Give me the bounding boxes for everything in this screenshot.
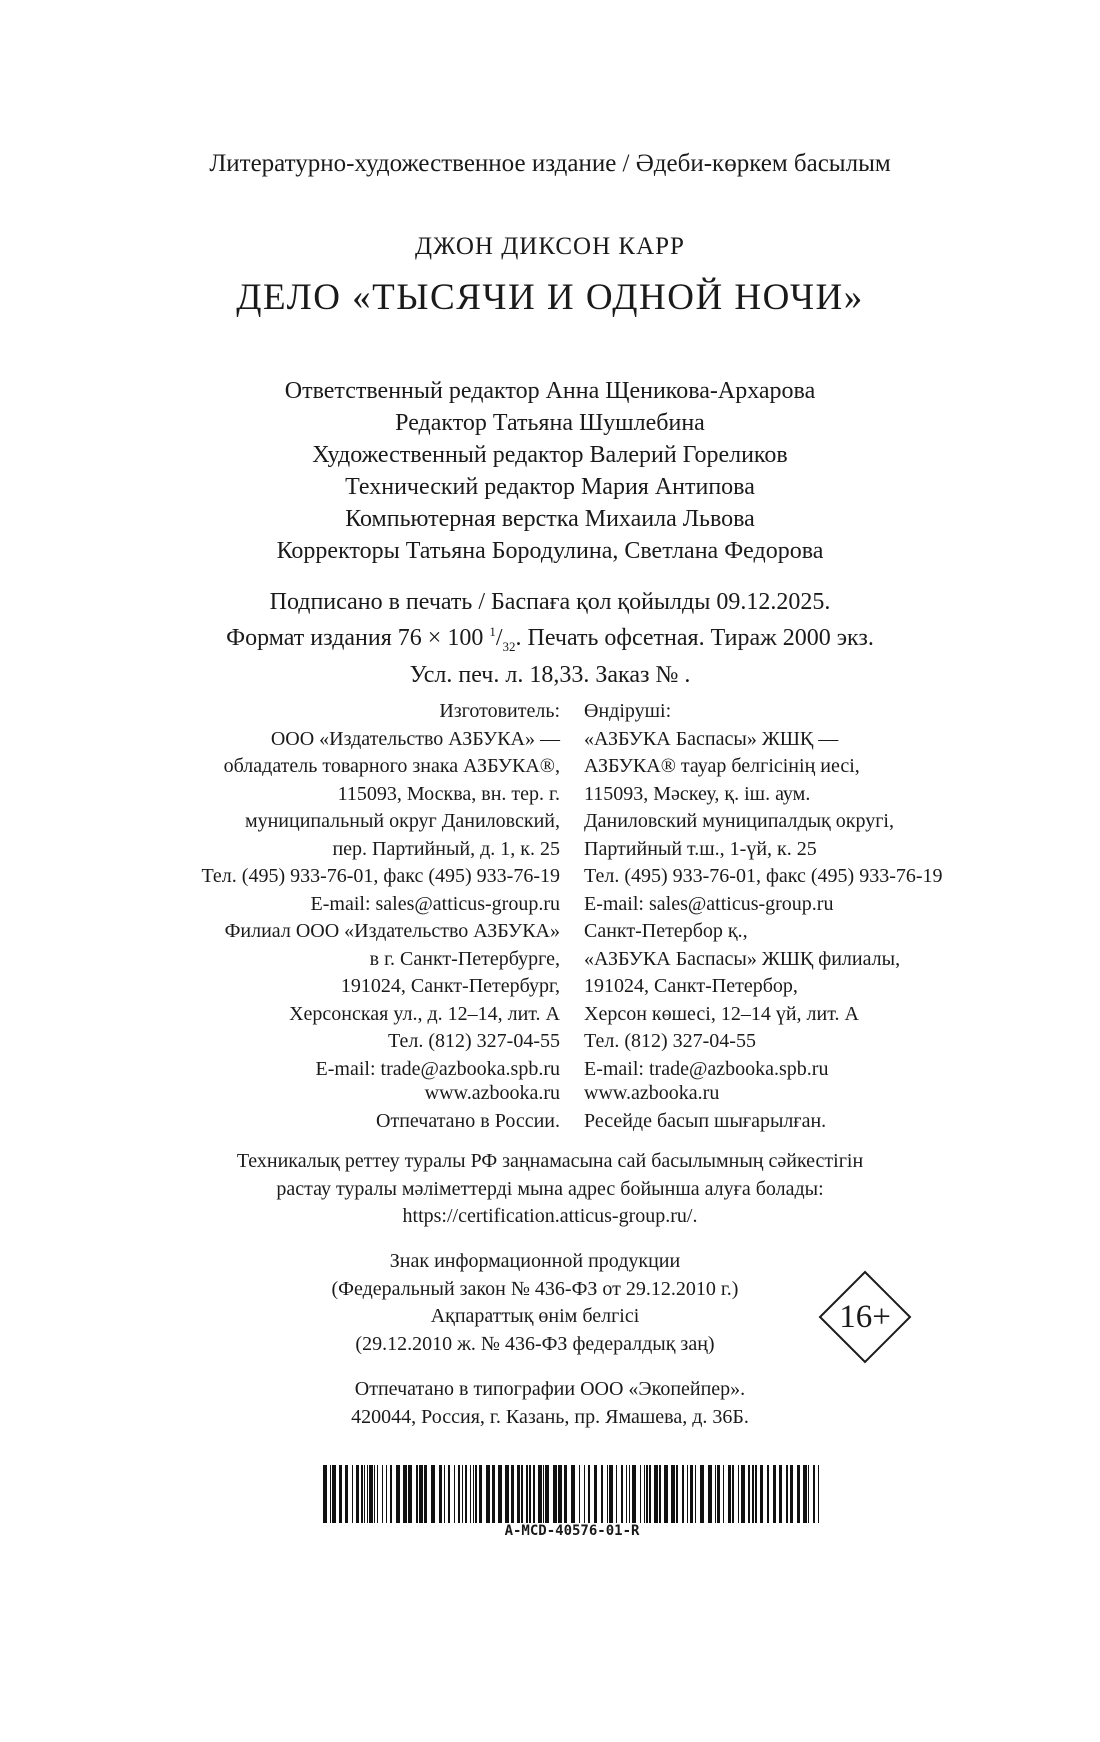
barcode-bar bbox=[695, 1465, 696, 1523]
barcode-bar bbox=[521, 1465, 523, 1523]
barcode-bar bbox=[584, 1465, 585, 1523]
barcode-bar bbox=[369, 1465, 373, 1523]
address-line: «АЗБУКА Баспасы» ЖШҚ — bbox=[584, 727, 839, 750]
address-line: Даниловский муниципалдық округі, bbox=[584, 810, 894, 832]
address-line: Херсон көшесі, 12–14 үй, лит. А bbox=[584, 1002, 859, 1025]
barcode-bar bbox=[738, 1465, 739, 1523]
barcode-bar bbox=[545, 1465, 549, 1523]
barcode-bar bbox=[690, 1465, 693, 1523]
barcode-bar bbox=[607, 1465, 608, 1523]
publication-info bbox=[0, 588, 1100, 690]
barcode-bar bbox=[700, 1465, 704, 1523]
address-line: E-mail: sales@atticus-group.ru bbox=[584, 892, 834, 915]
address-line: Филиал ООО «Издательство АЗБУКА» bbox=[224, 920, 560, 942]
barcode-bar bbox=[517, 1465, 520, 1523]
barcode-bar bbox=[715, 1465, 716, 1523]
barcode-bar bbox=[564, 1465, 567, 1523]
age-rating-badge bbox=[818, 1270, 912, 1364]
barcode-bar bbox=[808, 1465, 809, 1523]
printed-in-ru: Отпечатано в России. bbox=[376, 1109, 560, 1132]
address-line: обладатель товарного знака АЗБУКА®, bbox=[223, 755, 560, 777]
address-line: в г. Санкт-Петербурге, bbox=[369, 947, 560, 970]
address-line: 191024, Санкт-Петербург, bbox=[340, 975, 560, 997]
barcode-bar bbox=[458, 1465, 460, 1523]
barcode-bar bbox=[367, 1465, 368, 1523]
manufacturer-kz bbox=[584, 698, 943, 918]
barcode-bar bbox=[649, 1465, 651, 1523]
barcode-bar bbox=[676, 1465, 678, 1523]
footer-ru bbox=[376, 1080, 560, 1135]
certification-note bbox=[0, 1148, 1100, 1231]
address-line: Изготовитель: bbox=[439, 700, 560, 722]
branch-ru bbox=[225, 918, 560, 1083]
barcode-bar bbox=[470, 1465, 471, 1523]
barcode-bar bbox=[767, 1465, 769, 1523]
barcode-bar bbox=[543, 1465, 544, 1523]
barcode-bar bbox=[352, 1465, 353, 1523]
barcode-bar bbox=[760, 1465, 763, 1523]
barcode-bar bbox=[345, 1465, 348, 1523]
sign-line: (Федеральный закон № 436-ФЗ от 29.12.2010 г.) bbox=[331, 1277, 739, 1300]
address-line: муниципальный округ Даниловский, bbox=[244, 810, 560, 832]
barcode-bar bbox=[717, 1465, 720, 1523]
barcode-bar bbox=[473, 1465, 474, 1523]
barcode-bar bbox=[601, 1465, 603, 1523]
barcode-bar bbox=[386, 1465, 387, 1523]
barcode-bar bbox=[444, 1465, 445, 1523]
barcode-bar bbox=[594, 1465, 597, 1523]
barcode-bar bbox=[465, 1465, 467, 1523]
barcode-bar bbox=[361, 1465, 363, 1523]
barcode-bar bbox=[529, 1465, 531, 1523]
book-title: ДЕЛО «ТЫСЯЧИ И ОДНОЙ НОЧИ» bbox=[236, 277, 864, 318]
barcode-icon bbox=[323, 1465, 821, 1523]
credit-line: Художественный редактор Валерий Гореликов bbox=[312, 442, 788, 468]
address-line: ООО «Издательство АЗБУКА» — bbox=[270, 727, 560, 750]
barcode-bar bbox=[728, 1465, 731, 1523]
address-line: Тел. (812) 327-04-55 bbox=[388, 1030, 560, 1052]
barcode-bar bbox=[609, 1465, 613, 1523]
barcode-bar bbox=[479, 1465, 482, 1523]
barcode-bar bbox=[626, 1465, 627, 1523]
website-kz: www.azbooka.ru bbox=[584, 1082, 720, 1104]
format-denominator: 32 bbox=[502, 638, 516, 654]
barcode-bar bbox=[486, 1465, 490, 1523]
credit-line: Ответственный редактор Анна Щеникова-Архарова bbox=[284, 378, 816, 404]
barcode-bar bbox=[640, 1465, 641, 1523]
address-line: E-mail: trade@azbooka.spb.ru bbox=[315, 1057, 560, 1080]
barcode-bar bbox=[330, 1465, 331, 1523]
barcode-bar bbox=[682, 1465, 684, 1523]
signed-to-print: Подписано в печать / Баспаға қол қойылды 09.12.2025. bbox=[269, 589, 831, 615]
footer-kz bbox=[584, 1080, 826, 1135]
barcode-bar bbox=[382, 1465, 383, 1523]
author-name: ДЖОН ДИКСОН КАРР bbox=[415, 233, 685, 260]
barcode-bar bbox=[492, 1465, 495, 1523]
barcode-bar bbox=[671, 1465, 675, 1523]
website-ru: www.azbooka.ru bbox=[424, 1082, 560, 1104]
barcode-bar bbox=[646, 1465, 648, 1523]
printer-info bbox=[0, 1376, 1100, 1431]
format-suffix: . Печать офсетная. Тираж 2000 экз. bbox=[515, 625, 874, 651]
address-line: Санкт-Петербор қ., bbox=[584, 920, 748, 942]
barcode-bar bbox=[659, 1465, 661, 1523]
address-line: 115093, Москва, вн. тер. г. bbox=[337, 782, 560, 805]
format-prefix: Формат издания 76 × 100 bbox=[226, 625, 490, 651]
format-line: Формат издания 76 × 100 $^1/_{32}$. Печать офсетная. Тираж 2000 экз. bbox=[226, 624, 874, 654]
barcode-bar bbox=[419, 1465, 423, 1523]
cert-line: Техникалық реттеу туралы РФ заңнамасына сай басылымның сәйкестігін bbox=[236, 1150, 864, 1172]
age-rating-label: 16+ bbox=[839, 1298, 891, 1335]
barcode-bar bbox=[416, 1465, 418, 1523]
barcode-bar bbox=[553, 1465, 557, 1523]
barcode-code: A-MCD-40576-01-R bbox=[504, 1523, 640, 1539]
barcode-bar bbox=[462, 1465, 463, 1523]
barcode-bar bbox=[533, 1465, 535, 1523]
address-line: Тел. (812) 327-04-55 bbox=[584, 1030, 756, 1052]
barcode-bar bbox=[439, 1465, 442, 1523]
address-line: 115093, Мәскеу, қ. іш. аум. bbox=[584, 782, 811, 805]
barcode-bar bbox=[511, 1465, 514, 1523]
barcode-bar bbox=[431, 1465, 435, 1523]
barcode-bar bbox=[408, 1465, 412, 1523]
sign-line: (29.12.2010 ж. № 436-ФЗ федералдық заң) bbox=[355, 1332, 715, 1355]
address-line: пер. Партийный, д. 1, к. 25 bbox=[332, 837, 560, 860]
barcode-bar bbox=[773, 1465, 776, 1523]
address-line: «АЗБУКА Баспасы» ЖШҚ филиалы, bbox=[584, 947, 901, 970]
barcode-bar bbox=[356, 1465, 359, 1523]
address-line: АЗБУКА® тауар белгісінің иесі, bbox=[584, 755, 860, 777]
barcode-bar bbox=[797, 1465, 800, 1523]
barcode-bar bbox=[755, 1465, 757, 1523]
print-conditions: Усл. печ. л. 18,33. Заказ № . bbox=[409, 661, 691, 688]
address-line: E-mail: sales@atticus-group.ru bbox=[310, 892, 560, 915]
barcode-bar bbox=[588, 1465, 590, 1523]
sign-line: Знак информационной продукции bbox=[389, 1250, 681, 1272]
barcode-bar bbox=[498, 1465, 502, 1523]
barcode-bar bbox=[664, 1465, 668, 1523]
address-line: 191024, Санкт-Петербор, bbox=[584, 975, 798, 997]
barcode-bar bbox=[332, 1465, 336, 1523]
barcode-bar bbox=[364, 1465, 365, 1523]
printed-in-kz: Ресейде басып шығарылған. bbox=[584, 1109, 827, 1132]
barcode-bar bbox=[779, 1465, 782, 1523]
barcode-bar bbox=[752, 1465, 754, 1523]
barcode-bar bbox=[803, 1465, 807, 1523]
barcode-bar bbox=[632, 1465, 636, 1523]
barcode-bar bbox=[390, 1465, 392, 1523]
branch-kz bbox=[584, 918, 900, 1083]
barcode-bar bbox=[448, 1465, 450, 1523]
barcode-bar bbox=[339, 1465, 342, 1523]
cert-url: https://certification.atticus-group.ru/. bbox=[402, 1205, 698, 1227]
sign-line: Ақпараттық өнім белгісі bbox=[430, 1305, 640, 1327]
barcode-bar bbox=[786, 1465, 788, 1523]
barcode-bar bbox=[741, 1465, 745, 1523]
address-line: Партийный т.ш., 1-үй, к. 25 bbox=[584, 837, 817, 860]
credits-block bbox=[0, 375, 1100, 567]
cert-line: растау туралы мәліметтерді мына адрес бойынша алуға болады: bbox=[276, 1177, 824, 1200]
barcode-bar bbox=[538, 1465, 542, 1523]
barcode-bar bbox=[818, 1465, 819, 1523]
barcode-bar bbox=[403, 1465, 407, 1523]
barcode-bar bbox=[644, 1465, 645, 1523]
credit-line: Технический редактор Мария Антипова bbox=[345, 474, 755, 500]
address-line: Тел. (495) 933-76-01, факс (495) 933-76-19 bbox=[584, 865, 943, 887]
barcode-bar bbox=[579, 1465, 580, 1523]
barcode-bar bbox=[813, 1465, 815, 1523]
barcode-bar bbox=[454, 1465, 455, 1523]
barcode-bar bbox=[396, 1465, 400, 1523]
barcode-bar bbox=[374, 1465, 375, 1523]
barcode-bar bbox=[505, 1465, 509, 1523]
barcode-bar bbox=[790, 1465, 793, 1523]
credit-line: Компьютерная верстка Михаила Львова bbox=[345, 506, 755, 532]
barcode-bar bbox=[377, 1465, 378, 1523]
barcode-bar bbox=[616, 1465, 617, 1523]
barcode-bar bbox=[723, 1465, 724, 1523]
barcode-bar bbox=[526, 1465, 528, 1523]
barcode-bar bbox=[748, 1465, 750, 1523]
address-line: Өндіруші: bbox=[584, 700, 672, 722]
barcode-bar bbox=[687, 1465, 688, 1523]
printer-line: 420044, Россия, г. Казань, пр. Ямашева, д. 36Б. bbox=[351, 1405, 749, 1428]
barcode-bar bbox=[629, 1465, 630, 1523]
series-line: Литературно-художественное издание / Әдеби-көркем басылым bbox=[209, 150, 891, 177]
barcode-bar bbox=[571, 1465, 575, 1523]
credit-line: Корректоры Татьяна Бородулина, Светлана Федорова bbox=[276, 538, 824, 564]
address-line: E-mail: trade@azbooka.spb.ru bbox=[584, 1057, 829, 1080]
credit-line: Редактор Татьяна Шушлебина bbox=[395, 410, 705, 436]
barcode-bar bbox=[708, 1465, 712, 1523]
barcode-bar bbox=[323, 1465, 327, 1523]
barcode-bar bbox=[621, 1465, 623, 1523]
barcode-bar bbox=[654, 1465, 658, 1523]
manufacturer-ru bbox=[201, 698, 560, 918]
barcode-bar bbox=[475, 1465, 477, 1523]
barcode-bar bbox=[424, 1465, 427, 1523]
printer-line: Отпечатано в типографии ООО «Экопейпер». bbox=[354, 1378, 746, 1400]
barcode-bar bbox=[558, 1465, 562, 1523]
address-line: Херсонская ул., д. 12–14, лит. А bbox=[289, 1002, 560, 1025]
format-numerator: 1 bbox=[489, 624, 496, 639]
address-line: Тел. (495) 933-76-01, факс (495) 933-76-19 bbox=[201, 865, 560, 887]
barcode-bar bbox=[732, 1465, 734, 1523]
